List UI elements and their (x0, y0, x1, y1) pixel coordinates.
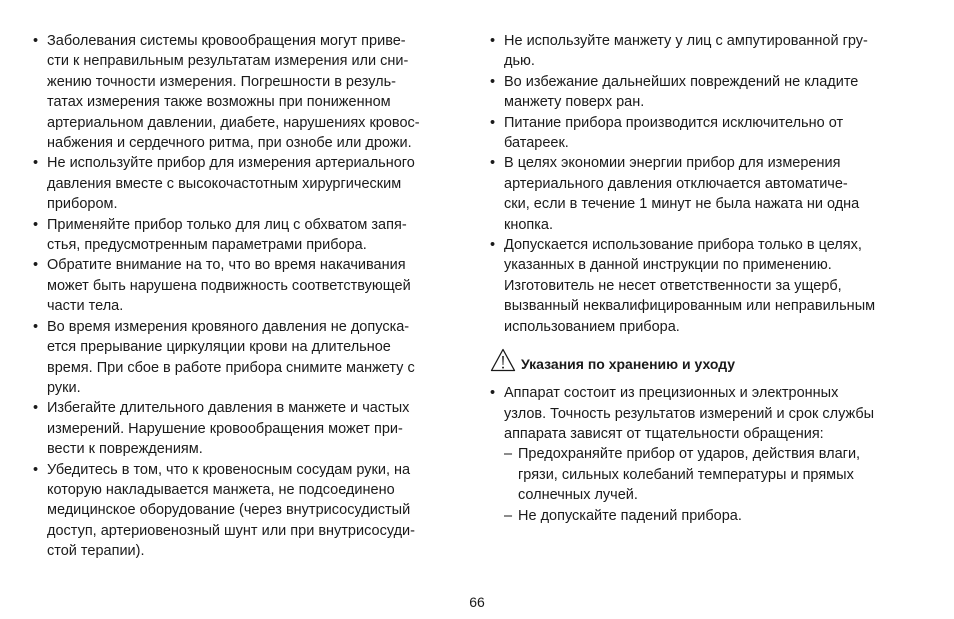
text-line: солнечных лучей. (518, 487, 638, 504)
bullet-list-care (490, 383, 930, 526)
text-line: время. При сбое в работе прибора снимите манжету с (47, 359, 415, 376)
text-line: кнопка. (504, 216, 554, 233)
text-line: стой терапии). (47, 543, 145, 560)
list-item (33, 255, 473, 316)
bullet-list-right (490, 31, 930, 337)
text-line: вести к повреждениям. (47, 441, 203, 458)
text-line: • Питание прибора производится исключительно от (504, 114, 844, 131)
text-line: узлов. Точность результатов измерений и срок службы (504, 405, 875, 422)
list-item (490, 383, 930, 526)
text-line: прибором. (47, 196, 118, 213)
text-line: вызванный неквалифицированным или неправильным (504, 298, 876, 315)
text-line: медицинское оборудование (через внутрисосудистый (47, 502, 411, 519)
left-column (33, 31, 473, 562)
text-line: грязи, сильных колебаний температуры и прямых (518, 466, 854, 483)
text-line: Изготовитель не несет ответственности за ущерб, (504, 277, 842, 294)
text-line: ется прерывание циркуляции крови на длительное (47, 339, 391, 356)
text-line: дью. (504, 53, 535, 70)
text-line: батареек. (504, 135, 569, 152)
list-item (33, 31, 473, 153)
text-line: использованием прибора. (504, 318, 680, 335)
text-line: указанных в данной инструкции по применению. (504, 257, 832, 274)
warning-triangle-icon (490, 348, 516, 372)
page-number: 66 (469, 594, 485, 610)
text-line: набжения и сердечного ритма, при ознобе или дрожи. (47, 135, 412, 152)
list-item (33, 317, 473, 399)
text-line: • Во избежание дальнейших повреждений не кладите (504, 73, 859, 90)
section-title: Указания по хранению и уходу (521, 355, 736, 372)
bullet-list-left (33, 31, 473, 562)
text-line: • Допускается использование прибора только в целях, (504, 237, 862, 254)
text-line: артериальном давлении, диабете, нарушениях кровос- (47, 114, 420, 131)
text-line: татах измерения также возможны при пониженном (47, 94, 391, 111)
text-line: • Не используйте прибор для измерения артериального (47, 155, 415, 172)
text-line: • Во время измерения кровяного давления не допуска- (47, 318, 410, 335)
text-line: давления вместе с высокочастотным хирургическим (47, 175, 402, 192)
right-column (490, 31, 930, 526)
text-line: • Аппарат состоит из прецизионных и электронных (504, 385, 839, 402)
text-line: части тела. (47, 298, 124, 315)
text-line: сти к неправильным результатам измерения или сни- (47, 53, 409, 70)
text-line: • Убедитесь в том, что к кровеносным сосудам руки, на (47, 461, 411, 478)
text-line: • Применяйте прибор только для лиц с обхватом запя- (47, 216, 407, 233)
text-line: манжету поверх ран. (504, 94, 645, 111)
list-item (33, 153, 473, 214)
text-line: жению точности измерения. Погрешности в резуль- (47, 73, 396, 90)
text-line: • Обратите внимание на то, что во время накачивания (47, 257, 406, 274)
text-line: измерений. Нарушение кровообращения может при- (47, 420, 403, 437)
list-item (33, 398, 473, 459)
text-line: руки. (47, 379, 81, 396)
text-line: доступ, артериовенозный шунт или при внутрисосуди- (47, 522, 415, 539)
text-line: • Избегайте длительного давления в манжете и частых (47, 400, 410, 417)
text-line: – Предохраняйте прибор от ударов, действия влаги, (518, 446, 861, 463)
sublist-item (504, 506, 930, 526)
text-line: которую накладывается манжета, не подсоединено (47, 481, 395, 498)
text-line: – Не допускайте падений прибора. (518, 507, 742, 524)
text-line: • Не используйте манжету у лиц с ампутированной гру- (504, 33, 868, 49)
text-line: • Заболевания системы кровообращения могут приве- (47, 33, 406, 49)
list-item (490, 31, 930, 72)
list-item (33, 215, 473, 256)
list-item (490, 72, 930, 113)
list-item (33, 460, 473, 562)
text-line: может быть нарушена подвижность соответствующей (47, 277, 411, 294)
text-line: стья, предусмотренным параметрами прибора. (47, 237, 367, 254)
sublist-item (504, 444, 930, 505)
list-item (490, 153, 930, 235)
text-line: аппарата зависят от тщательности обращения: (504, 425, 824, 442)
dash-sublist (504, 444, 930, 526)
list-item (490, 113, 930, 154)
text-line: артериального давления отключается автоматиче- (504, 175, 848, 192)
section-heading (490, 345, 930, 375)
list-item (490, 235, 930, 337)
text-line: • В целях экономии энергии прибор для измерения (504, 155, 841, 172)
text-line: ски, если в течение 1 минут не была нажата ни одна (504, 196, 860, 213)
